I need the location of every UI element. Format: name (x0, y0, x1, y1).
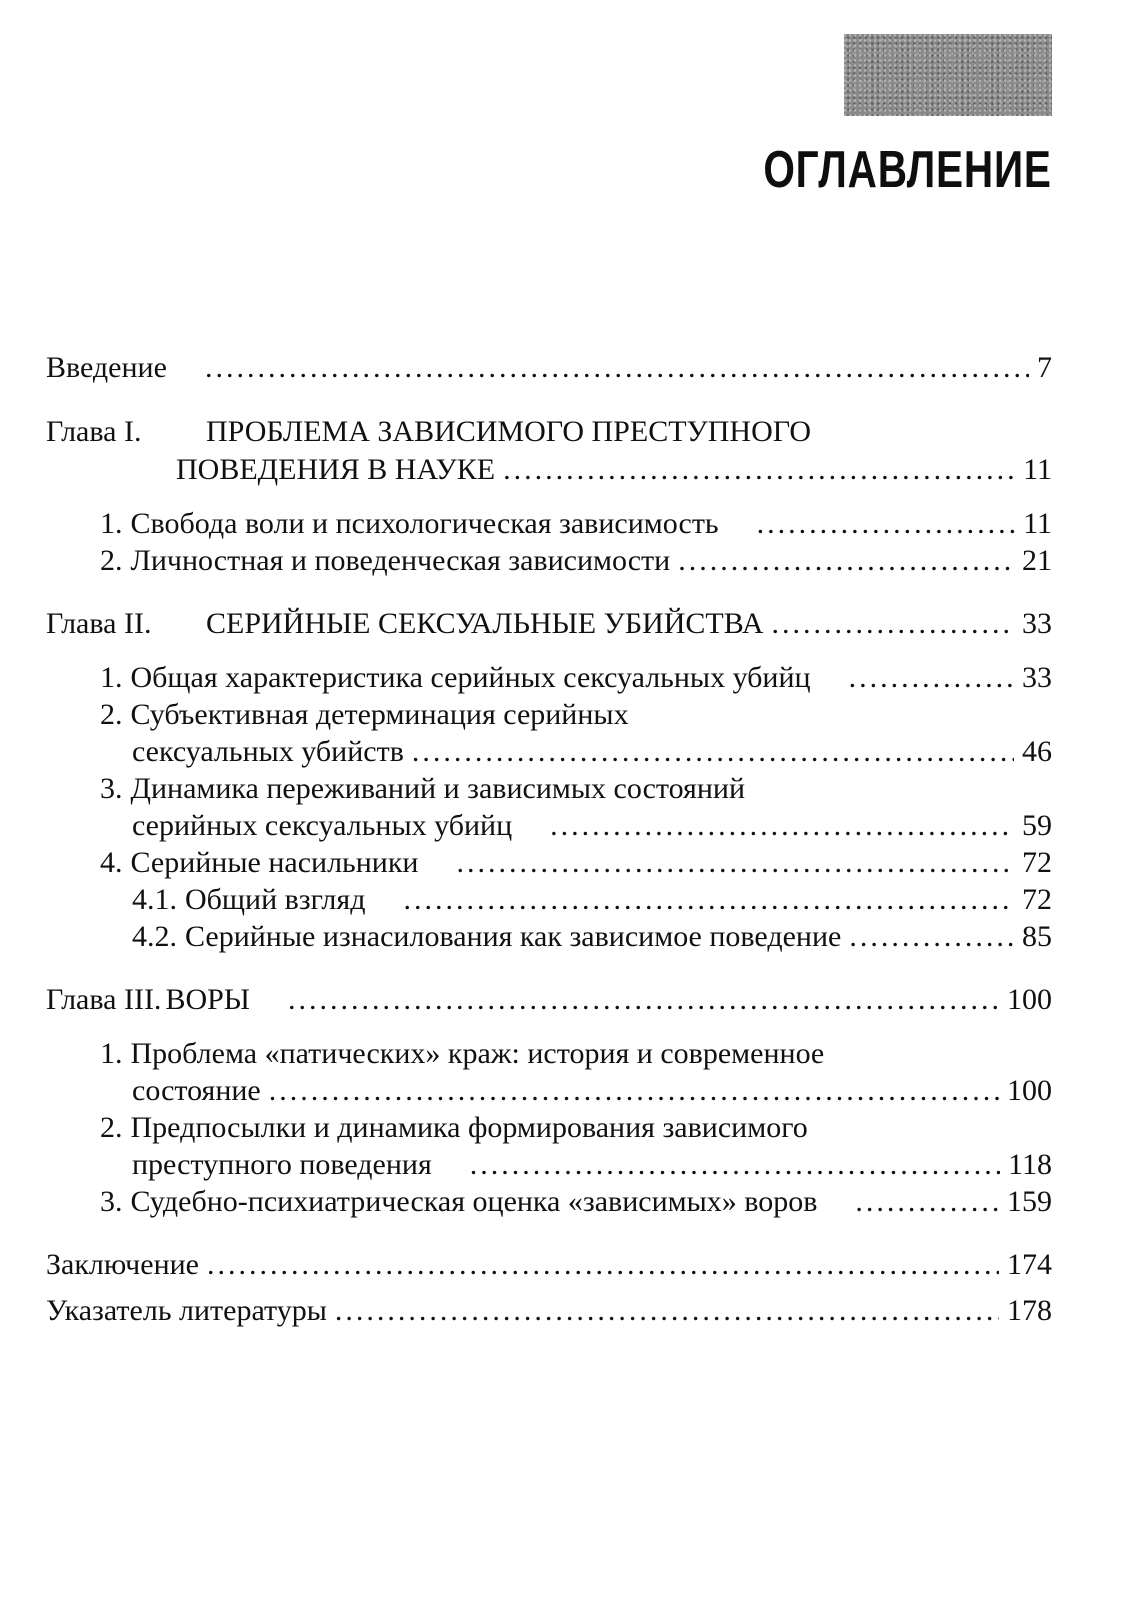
toc-entry-title: Заключение (46, 1248, 199, 1281)
toc-page-number: 21 (1022, 544, 1052, 577)
toc-entry-section[interactable] (100, 658, 1052, 698)
toc-page-number: 100 (1007, 1074, 1052, 1107)
chapter-prefix: Глава II. (46, 607, 152, 640)
toc-entry-section[interactable] (100, 541, 1052, 581)
toc-entry-section[interactable] (100, 1108, 1052, 1148)
toc-entry-title: Серийные насильники (130, 846, 419, 879)
leader-dots (269, 1071, 999, 1111)
toc-entry-title: Динамика переживаний и зависимых состояний (130, 772, 746, 805)
toc-entry-section[interactable] (100, 843, 1052, 883)
toc-page-number: 174 (1007, 1248, 1052, 1281)
toc-entry-conclusion[interactable] (46, 1245, 1052, 1285)
leader-dots (849, 917, 1014, 957)
toc-page-number: 72 (1022, 883, 1052, 916)
chapter-prefix: Глава III. (46, 983, 162, 1016)
toc-entry-chapter-2[interactable] (46, 604, 1052, 644)
leader-dots (403, 880, 1014, 920)
toc-entry-section[interactable] (100, 504, 1052, 544)
section-number: 2. (100, 1111, 123, 1144)
toc-entry-intro[interactable] (46, 348, 1052, 388)
toc-entry-section[interactable] (100, 695, 1052, 735)
section-number: 1. (100, 661, 123, 694)
page-title: ОГЛАВЛЕНИЕ (763, 141, 1052, 199)
leader-dots (288, 980, 999, 1020)
toc-entry-title: Предпосылки и динамика формирования зависимого (130, 1111, 808, 1144)
leader-dots (550, 806, 1014, 846)
leader-dots (412, 732, 1014, 772)
toc-entry-title: Свобода воли и психологическая зависимость (130, 507, 719, 540)
toc-entry-title-cont: ПОВЕДЕНИЯ В НАУКЕ (176, 453, 496, 486)
toc-entry-section-cont[interactable] (132, 732, 1052, 772)
section-number: 3. (100, 772, 123, 805)
toc-page-number: 33 (1022, 661, 1052, 694)
toc-entry-title: Общий взгляд (185, 883, 366, 916)
toc-entry-title: Судебно-психиатрическая оценка «зависимых» воров (130, 1185, 818, 1218)
toc-page-number: 46 (1022, 735, 1052, 768)
toc-entry-title: Субъективная детерминация серийных (130, 698, 629, 731)
leader-dots (757, 504, 1016, 544)
leader-dots (205, 348, 1029, 388)
toc-entry-section-cont[interactable] (132, 1071, 1052, 1111)
toc-entry-section[interactable] (100, 1182, 1052, 1222)
leader-dots (855, 1182, 999, 1222)
leader-dots (470, 1145, 1000, 1185)
toc-entry-section[interactable] (100, 769, 1052, 809)
section-number: 4.1. (132, 883, 177, 916)
toc-entry-chapter-3[interactable] (46, 980, 1052, 1020)
toc-page-number: 33 (1022, 607, 1052, 640)
toc-entry-title-cont: преступного поведения (132, 1148, 432, 1181)
toc-entry-title-cont: серийных сексуальных убийц (132, 809, 513, 842)
toc-entry-section[interactable] (100, 1034, 1052, 1074)
leader-dots (772, 604, 1014, 644)
toc-entry-chapter-1[interactable] (46, 412, 1052, 452)
toc-entry-title: Введение (46, 351, 167, 384)
toc-page-number: 59 (1022, 809, 1052, 842)
toc-entry-title: СЕРИЙНЫЕ СЕКСУАЛЬНЫЕ УБИЙСТВА (206, 607, 764, 640)
toc-entry-title-cont: состояние (132, 1074, 261, 1107)
toc-page-number: 72 (1022, 846, 1052, 879)
leader-dots (456, 843, 1014, 883)
section-number: 1. (100, 1037, 123, 1070)
chapter-prefix: Глава I. (46, 415, 142, 448)
toc-entry-section-cont[interactable] (132, 1145, 1052, 1185)
leader-dots (503, 450, 1015, 490)
toc-entry-title: Общая характеристика серийных сексуальных убийц (130, 661, 811, 694)
toc-entry-title: ПРОБЛЕМА ЗАВИСИМОГО ПРЕСТУПНОГО (206, 415, 812, 448)
toc-entry-title: ВОРЫ (165, 983, 250, 1016)
toc-page-number: 7 (1037, 351, 1052, 384)
toc-entry-title: Серийные изнасилования как зависимое поведение (185, 920, 842, 953)
toc-page-number: 100 (1007, 983, 1052, 1016)
toc-entry-chapter-1-cont[interactable] (176, 450, 1052, 490)
toc-entry-title: Личностная и поведенческая зависимости (130, 544, 671, 577)
toc-page-number: 178 (1007, 1294, 1052, 1327)
section-number: 1. (100, 507, 123, 540)
toc-entry-title: Указатель литературы (46, 1294, 327, 1327)
section-number: 4. (100, 846, 123, 879)
leader-dots (207, 1245, 999, 1285)
toc-entry-subsection[interactable] (132, 880, 1052, 920)
toc-page-number: 85 (1022, 920, 1052, 953)
toc-page-number: 159 (1007, 1185, 1052, 1218)
toc-page-number: 118 (1008, 1148, 1052, 1181)
toc-entry-title: Проблема «патических» краж: история и современное (130, 1037, 825, 1070)
section-number: 4.2. (132, 920, 177, 953)
toc-page-number: 11 (1023, 507, 1052, 540)
leader-dots (335, 1291, 999, 1331)
leader-dots (849, 658, 1014, 698)
section-number: 2. (100, 544, 123, 577)
leader-dots (678, 541, 1014, 581)
toc-entry-section-cont[interactable] (132, 806, 1052, 846)
toc-entry-references[interactable] (46, 1291, 1052, 1331)
toc-entry-subsection[interactable] (132, 917, 1052, 957)
section-number: 2. (100, 698, 123, 731)
toc-entry-title-cont: сексуальных убийств (132, 735, 404, 768)
toc-page-number: 11 (1023, 453, 1052, 486)
section-number: 3. (100, 1185, 123, 1218)
